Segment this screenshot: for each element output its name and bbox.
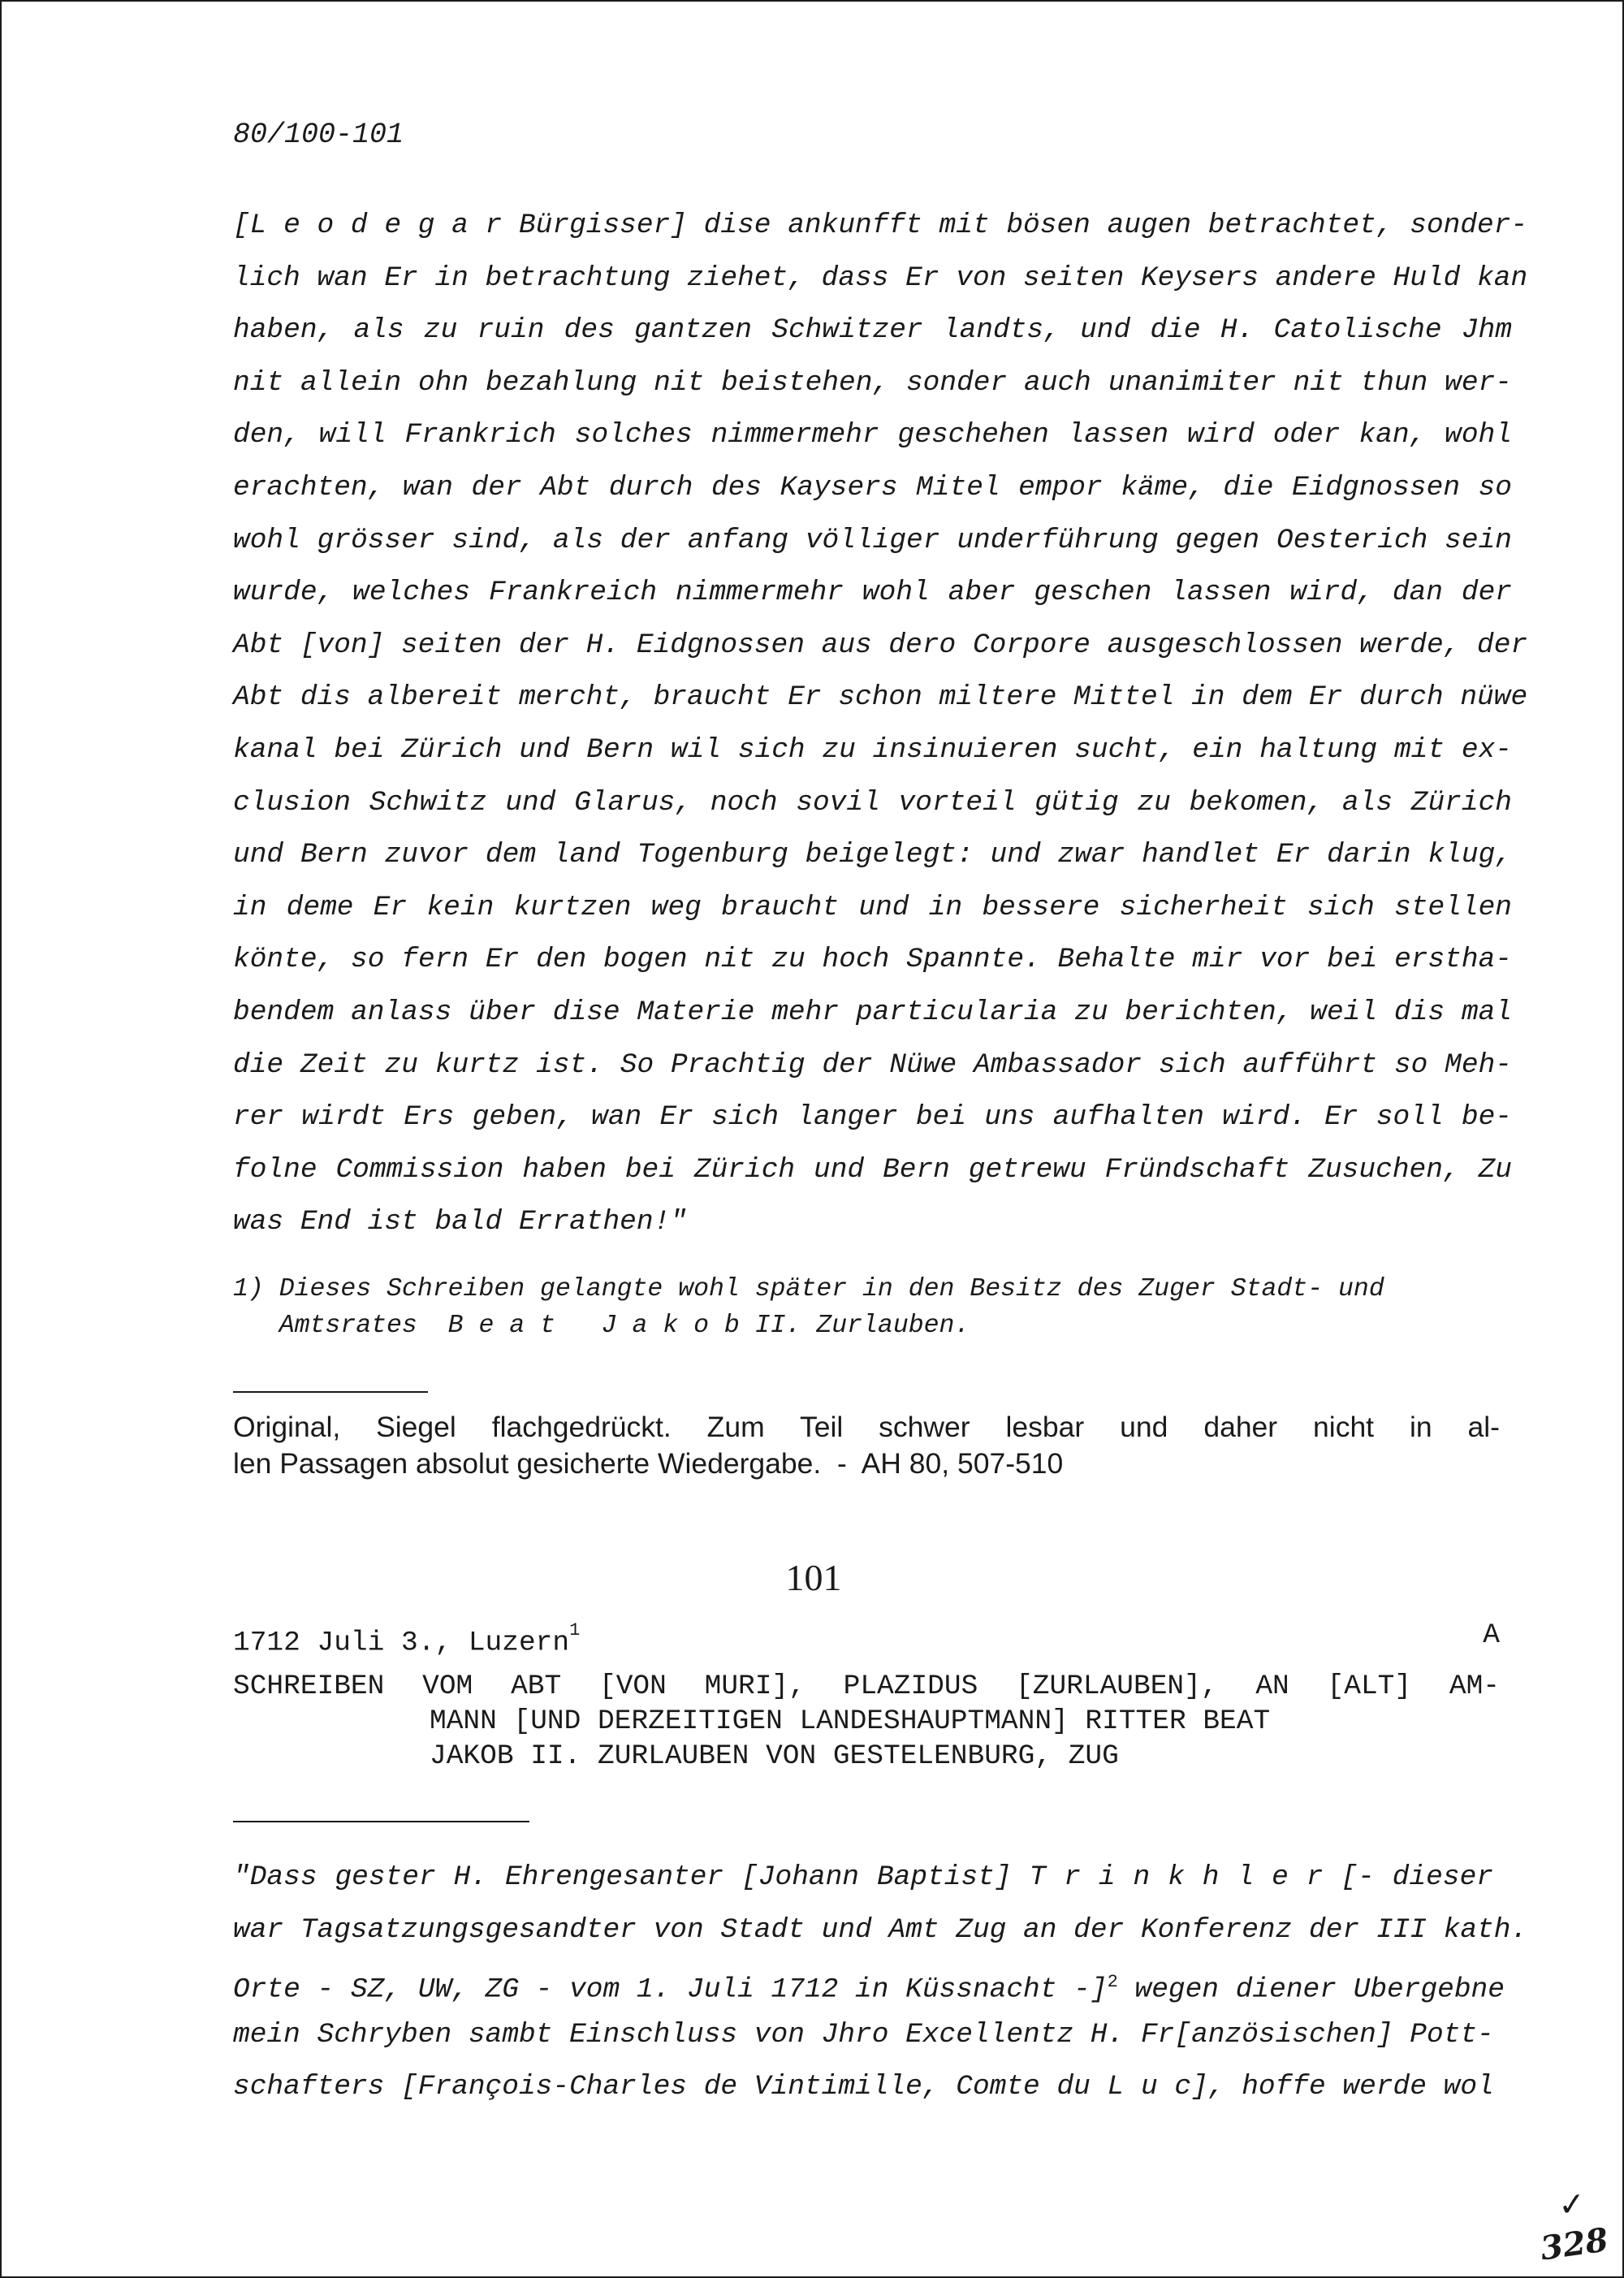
text-line: Abt [von] seiten der H. Eidgnossen aus dero Corpore ausgeschlossen werde, der — [233, 629, 1528, 661]
text-line: den, will Frankrich solches nimmermehr geschehen lassen wird oder kan, wohl — [233, 419, 1512, 452]
text-line: in deme Er kein kurtzen weg braucht und in bessere sicherheit sich stellen — [233, 891, 1512, 923]
source-note-line: Original, Siegel flachgedrückt. Zum Teil schwer lesbar und daher nicht in al- — [233, 1411, 1500, 1443]
text-line: wurde, welches Frankreich nimmermehr wohl aber geschen lassen wird, dan der — [233, 577, 1512, 609]
text-line: was End ist bald Errathen!" — [233, 1206, 687, 1238]
heading-line: SCHREIBEN VOM ABT [VON MURI], PLAZIDUS [ZURLAUBEN], AN [ALT] AM- — [233, 1671, 1500, 1702]
quote-line: mein Schryben sambt Einschluss von Jhro Excellentz H. Fr[anzösischen] Pott- — [233, 2018, 1494, 2051]
text-line: wohl grösser sind, als der anfang völliger underführung gegen Oesterich sein — [233, 524, 1512, 556]
text-line: die Zeit zu kurtz ist. So Prachtig der Nüwe Ambassador sich aufführt so Meh- — [233, 1048, 1512, 1081]
text-line: nit allein ohn bezahlung nit beistehen, sonder auch unanimiter nit thun wer- — [233, 366, 1512, 399]
quote-line: schafters [François-Charles de Vintimille, Comte du L u c], hoffe werde wol — [233, 2071, 1494, 2103]
entry-document-type: A — [1483, 1619, 1500, 1651]
heading-line: JAKOB II. ZURLAUBEN VON GESTELENBURG, ZUG — [430, 1740, 1119, 1772]
heading-divider — [233, 1821, 529, 1822]
text-line: bendem anlass über dise Materie mehr particularia zu berichten, weil dis mal — [233, 996, 1512, 1028]
quote-line — [233, 1956, 1505, 2009]
text-line: [L e o d e g a r Bürgisser] dise ankunfft mit bösen augen betrachtet, sonder- — [233, 210, 1528, 241]
entry-date-place: 1712 Juli 3., Luzern — [233, 1627, 570, 1659]
entry-quote — [233, 1852, 1528, 2114]
footnote-mark: 2 — [1107, 1972, 1118, 1993]
footnote-mark: 1 — [569, 1620, 581, 1640]
footnote-divider — [233, 1391, 428, 1393]
quote-line: "Dass gester H. Ehrengesanter [Johann Baptist] T r i n k h l e r [- dieser — [233, 1861, 1493, 1893]
heading-line: MANN [UND DERZEITIGEN LANDESHAUPTMANN] RITTER BEAT — [430, 1705, 1271, 1737]
text-line: lich wan Er in betrachtung ziehet, dass Er von seiten Keysers andere Huld kan — [233, 262, 1528, 294]
source-note — [233, 1409, 1500, 1482]
text-line: könte, so fern Er den bogen nit zu hoch Spannte. Behalte mir vor bei erstha- — [233, 944, 1512, 976]
text-line: und Bern zuvor dem land Togenburg beigelegt: und zwar handlet Er darin klug, — [233, 839, 1512, 871]
text-line: Abt dis albereit mercht, braucht Er schon miltere Mittel in dem Er durch nüwe — [233, 681, 1528, 714]
text-line: haben, als zu ruin des gantzen Schwitzer landts, und die H. Catolische Jhm — [233, 314, 1512, 347]
handwritten-page-number: 328 — [1538, 2220, 1611, 2268]
footnote-line: 1) Dieses Schreiben gelangte wohl später in den Besitz des Zuger Stadt- und — [233, 1275, 1384, 1303]
quote-line-end: wegen diener Ubergebne — [1117, 1973, 1505, 2006]
text-line: kanal bei Zürich und Bern wil sich zu insinuieren sucht, ein haltung mit ex- — [233, 733, 1512, 766]
entry-dateline — [233, 1615, 1500, 1659]
entry-heading — [233, 1669, 1500, 1774]
text-line: erachten, wan der Abt durch des Kaysers Mitel empor käme, die Eidgnossen so — [233, 471, 1512, 504]
entry-number: 101 — [785, 1557, 842, 1598]
text-line: folne Commission haben bei Zürich und Bern getrewu Fründschaft Zusuchen, Zu — [233, 1153, 1512, 1186]
footnote-line: Amtsrates B e a t J a k o b II. Zurlauben. — [233, 1312, 970, 1340]
text-line: clusion Schwitz und Glarus, noch sovil vorteil gütig zu bekomen, als Zürich — [233, 786, 1512, 819]
check-mark: ✓ — [1557, 2185, 1587, 2225]
quote-line-start: Orte - SZ, UW, ZG - vom 1. Juli 1712 in Küssnacht -] — [233, 1973, 1108, 2006]
text-line: rer wirdt Ers geben, wan Er sich langer bei uns aufhalten wird. Er soll be- — [233, 1101, 1512, 1134]
footnote — [233, 1271, 1500, 1344]
document-reference: 80/100-101 — [233, 119, 404, 151]
source-note-line: len Passagen absolut gesicherte Wiedergabe. - AH 80, 507-510 — [233, 1447, 1064, 1480]
main-text — [233, 200, 1528, 1249]
quote-line: war Tagsatzungsgesandter von Stadt und Amt Zug an der Konferenz der III kath. — [233, 1913, 1528, 1946]
